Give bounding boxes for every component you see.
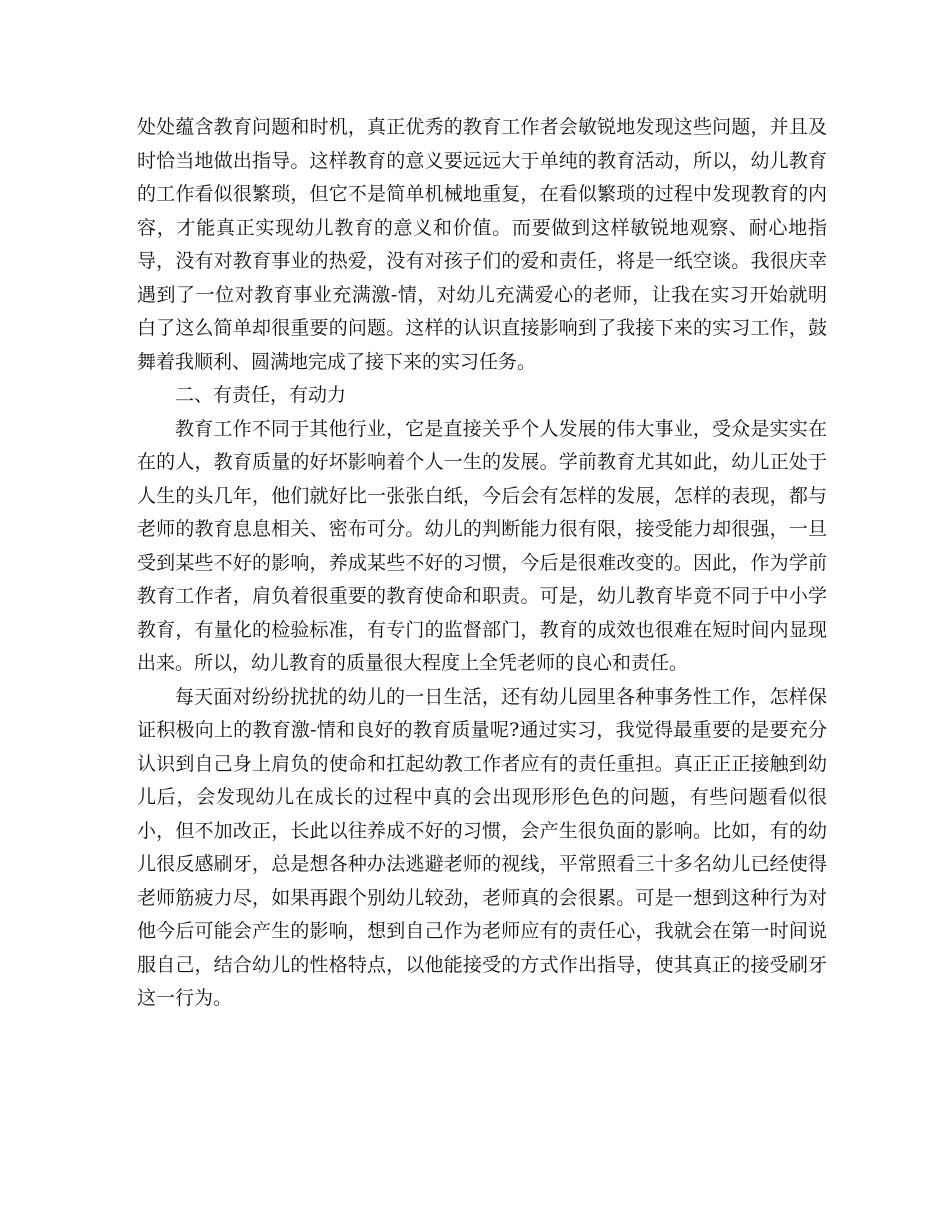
paragraph-daily-life: 每天面对纷纷扰扰的幼儿的一日生活，还有幼儿园里各种事务性工作，怎样保证积极向上的教育激-情和良好的教育质量呢?通过实习，我觉得最重要的是要充分认识到自己身上肩负的使命和扛起幼教工作者应有的责任重担。真正正正接触到幼儿后，会发现幼儿在成长的过程中真的会出现形形色色的问题，有些问题看似很小，但不加改正，长此以往养成不好的习惯，会产生很负面的影响。比如，有的幼儿很反感刷牙，总是想各种办法逃避老师的视线，平常照看三十多名幼儿已经使得老师筋疲力尽，如果再跟个别幼儿较劲，老师真的会很累。可是一想到这种行为对他今后可能会产生的影响，想到自己作为老师应有的责任心，我就会在第一时间说服自己，结合幼儿的性格特点，以他能接受的方式作出指导，使其真正的接受刷牙这一行为。 [137, 685, 827, 1009]
paragraph-education-opportunities: 处处蕴含教育问题和时机，真正优秀的教育工作者会敏锐地发现这些问题，并且及时恰当地做出指导。这样教育的意义要远远大于单纯的教育活动，所以，幼儿教育的工作看似很繁琐，但它不是简单机械地重复，在看似繁琐的过程中发现教育的内容，才能真正实现幼儿教育的意义和价值。而要做到这样敏锐地观察、耐心地指导，没有对教育事业的热爱，没有对孩子们的爱和责任，将是一纸空谈。我很庆幸遇到了一位对教育事业充满激-情，对幼儿充满爱心的老师，让我在实习开始就明白了这么简单却很重要的问题。这样的认识直接影响到了我接下来的实习工作，鼓舞着我顺利、圆满地完成了接下来的实习任务。 [137, 116, 827, 373]
paragraph-education-work: 教育工作不同于其他行业，它是直接关乎个人发展的伟大事业，受众是实实在在的人，教育质量的好坏影响着个人一生的发展。学前教育尤其如此，幼儿正处于人生的头几年，他们就好比一张张白纸，今后会有怎样的发展，怎样的表现，都与老师的教育息息相关、密布可分。幼儿的判断能力很有限，接受能力却很强，一旦受到某些不好的影响，养成某些不好的习惯，今后是很难改变的。因此，作为学前教育工作者，肩负着很重要的教育使命和职责。可是，幼儿教育毕竟不同于中小学教育，有量化的检验标准，有专门的监督部门，教育的成效也很难在短时间内显现出来。所以，幼儿教育的质量很大程度上全凭老师的良心和责任。 [137, 417, 827, 674]
section-heading-responsibility: 二、有责任，有动力 [175, 384, 347, 406]
document-body [137, 111, 827, 1016]
